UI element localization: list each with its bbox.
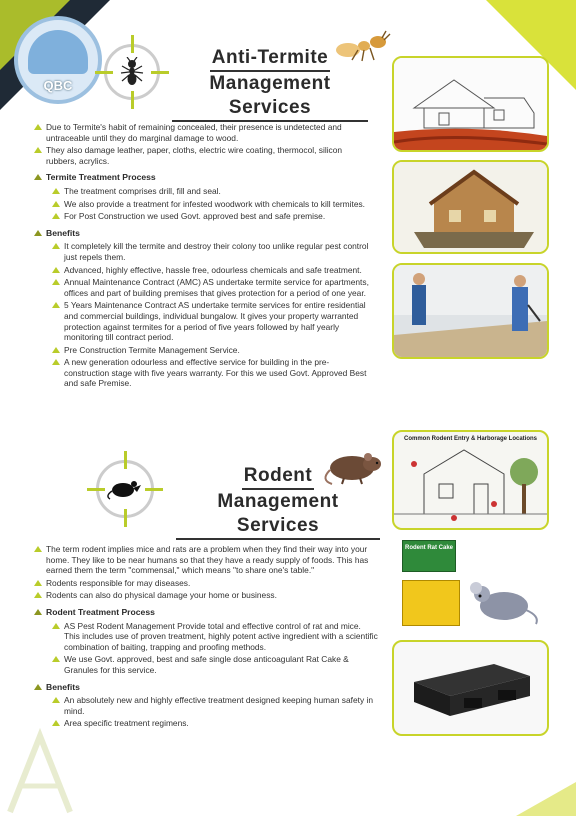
termite-process-3: For Post Construction we used Govt. approved best and safe premise. [48, 211, 372, 222]
rodent-intro-2: Rodents responsible for may diseases. [30, 578, 378, 589]
rodent-content [30, 544, 378, 731]
rat-silhouette-icon [107, 478, 143, 500]
rodent-intro-1: The term rodent implies mice and rats are a problem when they find their way into your home. They like to be near humans so that they have a ready supply of foods. This has earned them the term "commensal," which means "to share one's table." [30, 544, 378, 576]
rodent-benefits-heading: Benefits [30, 682, 378, 693]
rat-trap-box-image [392, 640, 549, 736]
termite-benefit-5: Pre Construction Termite Management Service. [48, 345, 372, 356]
rodent-process-1: AS Pest Rodent Management Provide total and effective control of rat and mice. This includes use of proven treatment, highly potent active ingredient with a scientific combination of baiting, trapping and proofing methods. [48, 621, 378, 653]
termite-intro-2: They also damage leather, paper, cloths, electric wire coating, thermocol, silicon rubbers, acrylics. [30, 145, 372, 166]
bait-packet [402, 540, 456, 572]
termite-benefit-2: Advanced, highly effective, hassle free, odourless chemicals and safe treatment. [48, 265, 372, 276]
rodent-benefit-1: An absolutely new and highly effective treatment designed keeping human safety in mind. [48, 695, 378, 716]
workers-spraying-icon [394, 265, 547, 357]
rat-trap-box-icon [394, 642, 547, 734]
termite-process-2: We also provide a treatment for infested woodwork with chemicals to kill termites. [48, 199, 372, 210]
rodent-process-heading: Rodent Treatment Process [30, 607, 378, 618]
termite-benefit-4: 5 Years Maintenance Contract AS undertake termite services for entire residential and commercial buildings, individual bungalow. It gives your property warranted protection against termites for a period of five years followed by half yearly monitoring till contract period. [48, 300, 372, 342]
rodent-entry-diagram [392, 430, 549, 530]
mouse-cartoon-icon [460, 576, 544, 626]
bait-packet-label: Rodent Rat Cake [404, 545, 453, 551]
rodent-intro-3: Rodents can also do physical damage your home or business. [30, 590, 378, 601]
termite-title-line1: Anti-Termite [210, 46, 330, 72]
termite-process-heading: Termite Treatment Process [30, 172, 372, 183]
rodent-title-line1: Rodent [242, 464, 314, 490]
rodent-house-diagram-icon [394, 444, 547, 528]
house-cutaway-icon [394, 162, 547, 252]
rat-illustration-icon [318, 446, 384, 486]
house-termite-image [392, 56, 549, 152]
termite-benefit-6: A new generation odourless and effective service for building in the pre-construction stage with five years warranty. For this we used Govt. Approved Best and safe Premise. [48, 357, 372, 389]
house-sketch-icon [394, 58, 547, 150]
termite-title-line2: Management Services [172, 72, 368, 122]
rodent-title-line2: Management Services [176, 490, 380, 540]
termite-target-icon [104, 44, 160, 100]
termite-content [30, 122, 372, 391]
termite-benefit-1: It completely kill the termite and destroy their colony too unlike regular pest control just repels them. [48, 241, 372, 262]
rodent-benefit-2: Area specific treatment regimens. [48, 718, 378, 729]
rodent-target-icon [96, 460, 154, 518]
termite-bug-icon [119, 57, 145, 87]
logo-house-icon [28, 30, 88, 74]
workers-spraying-image [392, 263, 549, 359]
termite-benefits-heading: Benefits [30, 228, 372, 239]
termite-intro-1: Due to Termite's habit of remaining concealed, their presence is undetected and untraceable until they do marginal damage to wood. [30, 122, 372, 143]
rodent-diagram-caption: Common Rodent Entry & Harborage Locations [403, 436, 537, 442]
bait-station [402, 580, 460, 626]
rodent-process-2: We use Govt. approved, best and safe single dose anticoagulant Rat Cake & Granules for this service. [48, 654, 378, 675]
watermark-logo-icon [0, 726, 90, 816]
company-logo [14, 16, 102, 104]
house-cutaway-image [392, 160, 549, 254]
rat-bait-image [392, 536, 549, 630]
termite-benefit-3: Annual Maintenance Contract (AMC) AS undertake termite service for apartments, offices and part of building premises that gives protection for a period of one year. [48, 277, 372, 298]
termite-process-1: The treatment comprises drill, fill and seal. [48, 186, 372, 197]
logo-text: QBC [43, 78, 73, 93]
corner-decoration-bottom [516, 782, 576, 816]
termite-illustration-icon [328, 30, 392, 64]
